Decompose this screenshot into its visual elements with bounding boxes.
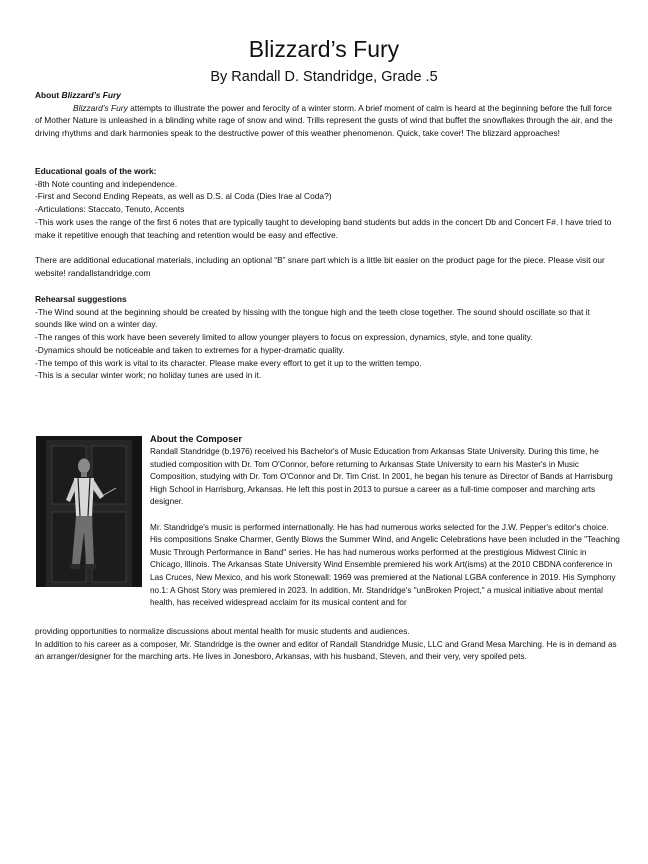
goals-item: -Articulations: Staccato, Tenuto, Accents [35,204,185,215]
about-heading [35,89,615,102]
rehearsal-section [35,293,615,382]
composer-section [150,433,620,610]
goals-item: -First and Second Ending Repeats, as well as D.S. al Coda (Dies Irae al Coda?) [35,191,332,202]
rehearsal-item: -The ranges of this work have been severely limited to allow younger players to focus on expression, dynamics, style, and tone quality. [35,332,533,343]
about-section [35,89,615,140]
about-heading-prefix: About [35,90,62,100]
about-intro-title: Blizzard’s Fury [73,102,128,113]
goals-item: -8th Note counting and independence. [35,178,178,189]
rehearsal-heading: Rehearsal suggestions [35,294,127,304]
about-heading-title: Blizzard’s Fury [61,90,121,100]
composer-photo [36,436,142,587]
composer-bio-paragraph: providing opportunities to normalize discussions about mental health for music students and audiences. [35,627,410,636]
additional-section [35,254,615,279]
composer-bio-paragraph: Mr. Standridge's music is performed internationally. He has had numerous works selected for the J.W. Pepper's editor's choice. His compositions Snake Charmer, Gently Blows the Summer Wind, and Angelic Celebrations have been included in the "Teaching Music Through Performance in Band" series. He has had numerous works performed at the prestigious Midwest Clinic in Chicago, Illinois. The Arkansas State University Wind Ensemble premiered his work Art(isms) at the 2010 CBDNA conference in Las Cruces, New Mexico, and his work Stonewall: 1969 was premiered at the National LGBA conference in 2019. His Symphony no.1: A Ghost Story was premiered in 2023. In addition, Mr. Standridge's "unBroken Project," a musical initiative about mental health, has received widespread acclaim for its musical content and for [150,522,620,608]
rehearsal-item: -The tempo of this work is vital to its character. Please make every effort to get it up to the written tempo. [35,357,422,368]
goals-heading: Educational goals of the work: [35,166,157,176]
composer-bio-paragraph: Randall Standridge (b.1976) received his Bachelor's of Music Education from Arkansas State University. During this time, he studied composition with Dr. Tom O'Connor, before returning to Arkansas State University to earn his Master's in Music Composition, studying with Dr. Tom O'Connor and Dr. Tim Crist. In 2001, he began his tenure as Director of Bands at Harrisburg High School in Harrisburg, Arkansas. He left this post in 2013 to pursue a career as a full-time composer and marching arts designer. [150,447,613,507]
rehearsal-item: -This is a secular winter work; no holiday tunes are used in it. [35,370,262,381]
composer-bio-paragraph: In addition to his career as a composer, Mr. Standridge is the owner and editor of Randall Standridge Music, LLC and Grand Mesa Marching. He is in demand as an arranger/designer for the marching arts. He lives in Jonesboro, Arkansas, with his husband, Steven, and their very, very spoiled pets. [35,639,617,662]
rehearsal-item: -Dynamics should be noticeable and taken to extremes for a hyper-dramatic quality. [35,344,345,355]
about-intro [35,102,615,140]
composer-heading: About the Composer [150,434,242,444]
rehearsal-item: -The Wind sound at the beginning should be created by hissing with the tongue high and the teeth close together. The sound should oscillate so that it sounds like wind on a winter day. [35,306,590,330]
page-title: Blizzard’s Fury [248,36,400,62]
about-intro-text: attempts to illustrate the power and ferocity of a winter storm. A brief moment of calm is heard at the beginning before the full force of Mother Nature is unleashed in a blinding white rage of snow and wind. Trills represent the gusts of wind that buffet the snowflakes through the air, and the driving rhythms and dark harmonies speak to the destructive power of this weather phenomenon. Quick, take cover! The blizzard approaches! [35,102,613,139]
goals-section [35,165,615,241]
composer-bio-continued [35,626,625,664]
goals-item: -This work uses the range of the first 6 notes that are typically taught to developing band students but adds in the concert Db and Concert F#. I have tried to make it repetitive enough that teaching and retention would be easy and effective. [35,216,612,240]
additional-text: There are additional educational materials, including an optional “B” snare part which is a little bit easier on the product page for the piece. Please visit our website! randallstandridge.com [35,255,605,278]
page-subtitle: By Randall D. Standridge, Grade .5 [210,69,438,85]
